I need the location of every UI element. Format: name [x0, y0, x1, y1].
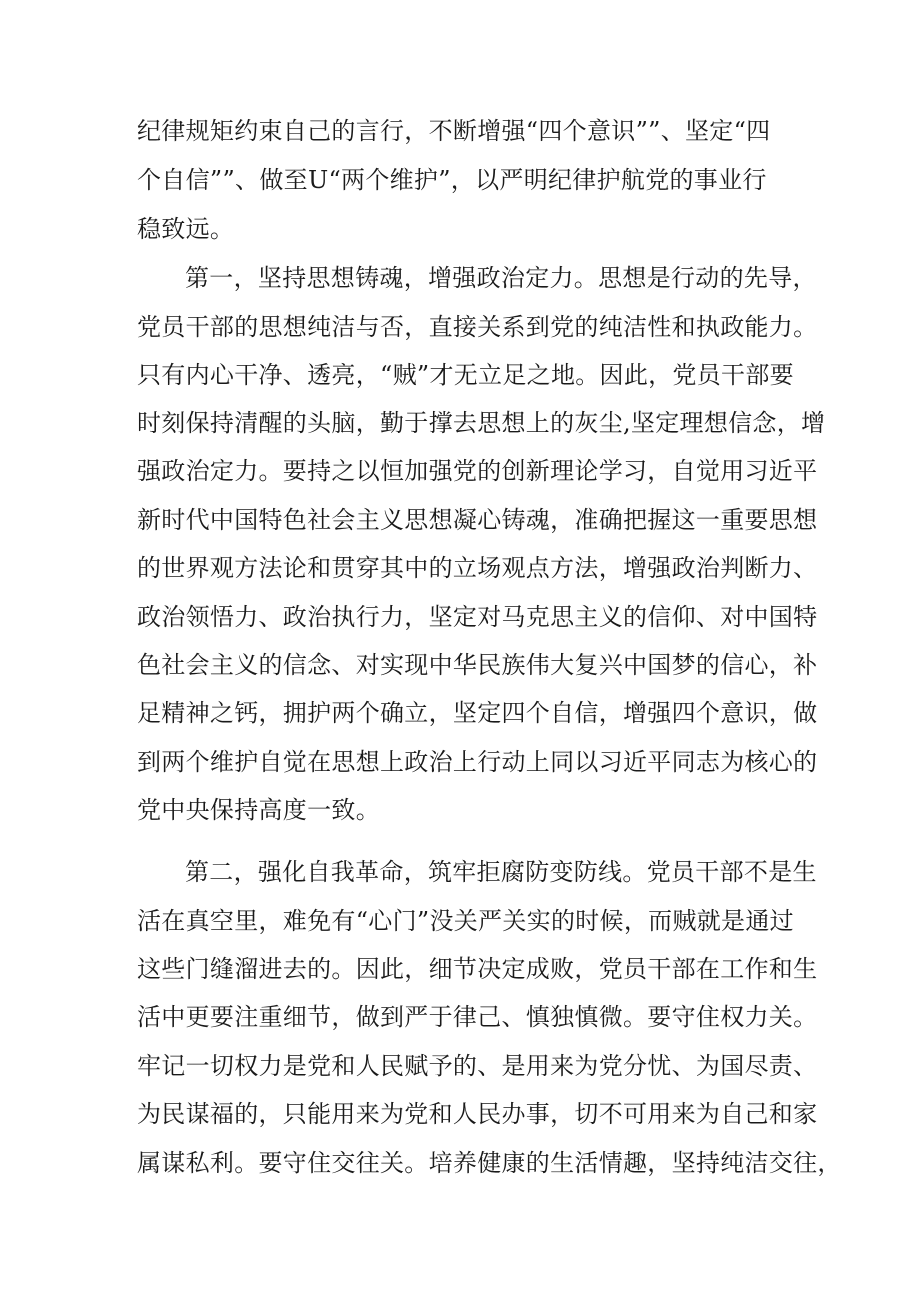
paragraph-line: 的世界观方法论和贯穿其中的立场观点方法，增强政治判断力、 — [137, 554, 818, 582]
paragraph-line: 为民谋福的，只能用来为党和人民办事，切不可用来为自己和家 — [137, 1100, 818, 1128]
paragraph-line: 新时代中国特色社会主义思想凝心铸魂，准确把握这一重要思想 — [137, 506, 818, 534]
paragraph-line: 第一，坚持思想铸魂，增强政治定力。思想是行动的先导， — [185, 264, 817, 292]
paragraph-line: 足精神之钙，拥护两个确立，坚定四个自信，增强四个意识，做 — [137, 699, 818, 727]
paragraph-line: 只有内心干净、透亮，“贼”才无立足之地。因此，党员干部要 — [137, 361, 794, 389]
paragraph-line: 时刻保持清醒的头脑，勤于撑去思想上的灰尘,坚定理想信念，增 — [137, 409, 826, 437]
paragraph-line: 活中更要注重细节，做到严于律己、慎独慎微。要守住权力关。 — [137, 1003, 818, 1031]
paragraph-line: 这些门缝溜进去的。因此，细节决定成败，党员干部在工作和生 — [137, 955, 818, 983]
paragraph-line: 色社会主义的信念、对实现中华民族伟大复兴中国梦的信心，补 — [137, 651, 818, 679]
paragraph-line: 个自信””、做至U“两个维护”，以严明纪律护航党的事业行 — [137, 166, 767, 194]
paragraph-line: 党员干部的思想纯洁与否，直接关系到党的纯洁性和执政能力。 — [137, 313, 818, 341]
paragraph-line: 活在真空里，难免有“心门”没关严关实的时候，而贼就是通过 — [137, 907, 794, 935]
paragraph-line: 稳致远。 — [137, 215, 235, 243]
paragraph-line: 党中央保持高度一致。 — [137, 796, 380, 824]
paragraph-line: 属谋私利。要守住交往关。培养健康的生活情趣，坚持纯洁交往， — [137, 1149, 842, 1177]
paragraph-line: 第二，强化自我革命，筑牢拒腐防变防线。党员干部不是生 — [185, 858, 817, 886]
paragraph-line: 强政治定力。要持之以恒加强党的创新理论学习，自觉用习近平 — [137, 457, 818, 485]
paragraph-line: 纪律规矩约束自己的言行，不断增强“四个意识””、坚定“四 — [137, 117, 771, 145]
paragraph-line: 到两个维护自觉在思想上政治上行动上同以习近平同志为核心的 — [137, 748, 818, 776]
paragraph-line: 牢记一切权力是党和人民赋予的、是用来为党分忧、为国尽责、 — [137, 1052, 818, 1080]
paragraph-line: 政治领悟力、政治执行力，坚定对马克思主义的信仰、对中国特 — [137, 603, 818, 631]
